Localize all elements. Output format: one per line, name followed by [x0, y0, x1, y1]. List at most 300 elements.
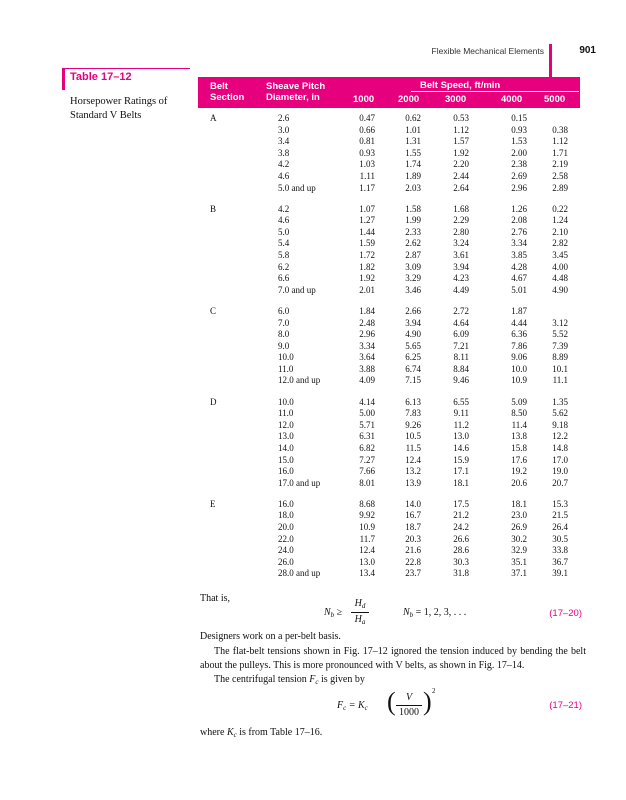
eq2-lhs [337, 700, 368, 711]
hp-value-cell: 5.65 [405, 340, 421, 351]
eq2-left-paren: ( [387, 687, 396, 716]
hp-value-cell: 2.33 [405, 226, 421, 237]
sheave-diameter-cell: 17.0 and up [278, 477, 321, 488]
eq1-tail-rest: = 1, 2, 3, . . . [413, 607, 467, 618]
hp-value-cell: 4.67 [511, 273, 527, 284]
hp-value-cell: 1.99 [405, 215, 421, 226]
hp-value-cell: 12.4 [359, 545, 375, 556]
hp-value-cell: 1.74 [405, 159, 421, 170]
belt-section-cell: A [210, 113, 217, 123]
table-row [198, 318, 580, 330]
caption-rule [62, 68, 190, 69]
hp-value-cell: 15.3 [552, 498, 568, 509]
hp-value-cell: 4.14 [359, 396, 375, 407]
hp-value-cell: 7.39 [552, 340, 568, 351]
running-title: Flexible Mechanical Elements [431, 46, 544, 56]
hp-value-cell: 21.2 [453, 510, 469, 521]
sheave-diameter-cell: 7.0 and up [278, 284, 316, 295]
hp-value-cell: 30.3 [453, 556, 469, 567]
sheave-diameter-cell: 28.0 and up [278, 568, 321, 579]
hp-value-cell: 1.57 [453, 136, 469, 147]
hp-value-cell: 10.1 [552, 363, 568, 374]
hp-value-cell: 36.7 [552, 556, 568, 567]
table-row [198, 285, 580, 297]
table-row [198, 408, 580, 420]
sheave-diameter-cell: 4.2 [278, 203, 290, 214]
table-row [198, 113, 580, 125]
hp-value-cell: 24.2 [453, 522, 469, 532]
hp-value-cell: 2.62 [405, 238, 421, 249]
hp-value-cell: 3.64 [359, 352, 375, 363]
eq2-lhs-var: F [337, 700, 344, 711]
hp-value-cell: 1.84 [359, 305, 375, 316]
hp-value-cell: 0.81 [359, 136, 375, 147]
hp-value-cell: 1.92 [453, 147, 469, 158]
hp-value-cell: 3.45 [552, 250, 568, 261]
para3-pre: The centrifugal tension [214, 674, 310, 685]
hp-value-cell: 32.9 [511, 545, 527, 556]
hp-value-cell: 4.48 [552, 273, 568, 284]
table-row [198, 159, 580, 171]
sheave-diameter-cell: 12.0 and up [278, 375, 321, 386]
sheave-diameter-cell: 3.8 [278, 147, 290, 158]
hp-value-cell: 6.31 [359, 431, 375, 442]
col-header-sheave [266, 81, 325, 103]
hp-value-cell: 2.08 [511, 215, 527, 226]
hp-value-cell: 11.7 [359, 533, 375, 544]
hp-value-cell: 13.8 [511, 431, 527, 442]
eq1-num-sub: d [361, 602, 366, 610]
table-row [198, 420, 580, 432]
eq2-right-paren: ) [423, 687, 432, 716]
table-row [198, 306, 580, 318]
sheave-diameter-cell: 20.0 [278, 522, 294, 532]
hp-value-cell: 19.2 [511, 466, 527, 477]
eq2-number: (17–21) [549, 700, 582, 711]
hp-value-cell: 2.96 [511, 182, 527, 193]
sheave-diameter-cell: 4.2 [278, 159, 290, 170]
hp-value-cell: 1.31 [405, 136, 421, 147]
para3-post: is given by [318, 674, 365, 685]
paragraph-2: The flat-belt tensions shown in Fig. 17–12 ignored the tension induced by bending the belt about the pulleys. This is more pronounced with V belts, as shown in Fig. 17–14. [200, 646, 586, 671]
eq1-fraction-bar [351, 612, 369, 613]
page-number: 901 [579, 45, 596, 56]
hp-value-cell: 9.06 [511, 352, 527, 363]
table-row [198, 250, 580, 262]
eq2-fraction-bar [396, 705, 422, 706]
hp-value-cell: 15.9 [453, 454, 469, 465]
hp-value-cell: 0.62 [405, 113, 421, 123]
hp-value-cell: 3.09 [405, 261, 421, 272]
hp-value-cell: 3.85 [511, 250, 527, 261]
table-row [198, 466, 580, 478]
sheave-diameter-cell: 5.0 [278, 226, 290, 237]
table-row [198, 136, 580, 148]
hp-value-cell: 6.82 [359, 442, 375, 453]
hp-value-cell: 3.94 [453, 261, 469, 272]
hp-value-cell: 8.50 [511, 408, 527, 419]
hp-value-cell: 2.89 [552, 182, 568, 193]
hp-value-cell: 1.68 [453, 203, 469, 214]
hp-value-cell: 1.58 [405, 203, 421, 214]
section-group [198, 204, 580, 297]
eq1-tail [403, 607, 466, 618]
hp-value-cell: 2.66 [405, 305, 421, 316]
hp-value-cell: 1.44 [359, 226, 375, 237]
hp-value-cell: 4.64 [453, 317, 469, 328]
sheave-diameter-cell: 10.0 [278, 352, 294, 363]
hp-value-cell: 2.03 [405, 182, 421, 193]
hp-value-cell: 3.29 [405, 273, 421, 284]
hp-value-cell: 4.00 [552, 261, 568, 272]
sheave-diameter-cell: 4.6 [278, 215, 290, 226]
hp-value-cell: 23.7 [405, 568, 421, 579]
hp-value-cell: 4.28 [511, 261, 527, 272]
para4-pre: where [200, 727, 227, 738]
hp-value-cell: 2.76 [511, 226, 527, 237]
hp-value-cell: 3.34 [511, 238, 527, 249]
table-row [198, 238, 580, 250]
hp-value-cell: 3.94 [405, 317, 421, 328]
hp-value-cell: 9.11 [453, 408, 469, 419]
sheave-diameter-cell: 16.0 [278, 498, 294, 509]
hp-value-cell: 21.5 [552, 510, 568, 521]
section-group [198, 113, 580, 194]
paragraph-4 [200, 726, 586, 740]
eq2-mid: = K [346, 700, 365, 711]
belt-section-cell: E [210, 498, 216, 509]
sheave-diameter-cell: 2.6 [278, 113, 290, 123]
paragraph-1: Designers work on a per-belt basis. [200, 631, 341, 642]
table-row [198, 148, 580, 160]
eq1-lhs-sub: b [330, 611, 335, 619]
caption-accent-bar [62, 68, 65, 90]
hp-value-cell: 7.15 [405, 375, 421, 386]
sheave-diameter-cell: 26.0 [278, 556, 294, 567]
hp-value-cell: 1.24 [552, 215, 568, 226]
hp-value-cell: 1.82 [359, 261, 375, 272]
hp-value-cell: 22.8 [405, 556, 421, 567]
hp-value-cell: 13.2 [405, 466, 421, 477]
hp-value-cell: 19.0 [552, 466, 568, 477]
hp-value-cell: 2.48 [359, 317, 375, 328]
eq1-tail-sub: b [409, 611, 414, 619]
eq2-exponent: 2 [432, 687, 436, 695]
hp-value-cell: 1.03 [359, 159, 375, 170]
col-header-2000: 2000 [398, 94, 420, 105]
para3-var: F [309, 674, 316, 685]
table-row [198, 455, 580, 467]
sheave-diameter-cell: 14.0 [278, 442, 294, 453]
col-header-speed: Belt Speed, ft/min [420, 80, 501, 91]
hp-value-cell: 8.11 [453, 352, 469, 363]
hp-value-cell: 6.74 [405, 363, 421, 374]
table-row [198, 443, 580, 455]
hp-value-cell: 1.55 [405, 147, 421, 158]
hp-value-cell: 5.09 [511, 396, 527, 407]
hp-value-cell: 2.10 [552, 226, 568, 237]
col-header-belt-line2: Section [210, 92, 245, 103]
hp-value-cell: 21.6 [405, 545, 421, 556]
col-header-5000: 5000 [544, 94, 566, 105]
sheave-diameter-cell: 5.4 [278, 238, 290, 249]
hp-value-cell: 4.49 [453, 284, 469, 295]
eq1-number: (17–20) [549, 608, 582, 619]
hp-value-cell: 30.2 [511, 533, 527, 544]
hp-value-cell: 10.9 [511, 375, 527, 386]
hp-value-cell: 2.58 [552, 170, 568, 181]
hp-value-cell: 4.23 [453, 273, 469, 284]
hp-value-cell: 2.01 [359, 284, 375, 295]
table-row [198, 478, 580, 490]
hp-value-cell: 11.4 [511, 419, 527, 430]
group-spacer [198, 194, 580, 204]
sheave-diameter-cell: 15.0 [278, 454, 294, 465]
hp-value-cell: 2.96 [359, 329, 375, 340]
hp-value-cell: 1.71 [552, 147, 568, 158]
col-header-3000: 3000 [445, 94, 467, 105]
table-row [198, 534, 580, 546]
hp-value-cell: 7.27 [359, 454, 375, 465]
sheave-diameter-cell: 13.0 [278, 431, 294, 442]
table-row [198, 352, 580, 364]
sheave-diameter-cell: 18.0 [278, 510, 294, 521]
hp-value-cell: 6.36 [511, 329, 527, 340]
table-row [198, 273, 580, 285]
hp-value-cell: 8.68 [359, 498, 375, 509]
hp-value-cell: 17.6 [511, 454, 527, 465]
hp-value-cell: 10.5 [405, 431, 421, 442]
hp-value-cell: 11.5 [405, 442, 421, 453]
hp-value-cell: 35.1 [511, 556, 527, 567]
hp-value-cell: 26.4 [552, 522, 568, 532]
sheave-diameter-cell: 24.0 [278, 545, 294, 556]
hp-value-cell: 2.87 [405, 250, 421, 261]
hp-value-cell: 11.2 [453, 419, 469, 430]
hp-value-cell: 0.93 [511, 124, 527, 135]
hp-value-cell: 12.4 [405, 454, 421, 465]
hp-value-cell: 2.29 [453, 215, 469, 226]
hp-value-cell: 8.89 [552, 352, 568, 363]
hp-value-cell: 1.27 [359, 215, 375, 226]
table-row [198, 125, 580, 137]
table-row [198, 375, 580, 387]
hp-value-cell: 7.83 [405, 408, 421, 419]
hp-value-cell: 2.64 [453, 182, 469, 193]
para4-post: is from Table 17–16. [236, 727, 323, 738]
hp-value-cell: 17.0 [552, 454, 568, 465]
table-body [198, 113, 580, 580]
sheave-diameter-cell: 9.0 [278, 340, 290, 351]
hp-value-cell: 6.55 [453, 396, 469, 407]
group-spacer [198, 489, 580, 499]
sheave-diameter-cell: 8.0 [278, 329, 290, 340]
col-header-belt [210, 81, 244, 103]
table-row [198, 545, 580, 557]
hp-value-cell: 7.21 [453, 340, 469, 351]
hp-value-cell: 26.6 [453, 533, 469, 544]
hp-value-cell: 5.71 [359, 419, 375, 430]
table-row [198, 499, 580, 511]
sheave-diameter-cell: 12.0 [278, 419, 294, 430]
table-row [198, 262, 580, 274]
belt-section-cell: B [210, 203, 217, 214]
hp-value-cell: 5.01 [511, 284, 527, 295]
hp-value-cell: 37.1 [511, 568, 527, 579]
hp-value-cell: 18.7 [405, 522, 421, 532]
hp-value-cell: 1.12 [552, 136, 568, 147]
hp-value-cell: 0.53 [453, 113, 469, 123]
hp-value-cell: 31.8 [453, 568, 469, 579]
col-header-1000: 1000 [353, 94, 375, 105]
hp-value-cell: 3.12 [552, 317, 568, 328]
hp-value-cell: 13.4 [359, 568, 375, 579]
sheave-diameter-cell: 5.8 [278, 250, 290, 261]
hp-value-cell: 13.0 [359, 556, 375, 567]
hp-value-cell: 1.35 [552, 396, 568, 407]
hp-value-cell: 1.11 [359, 170, 375, 181]
section-group [198, 306, 580, 387]
hp-value-cell: 13.0 [453, 431, 469, 442]
eq1-denominator [351, 614, 369, 625]
table-row [198, 431, 580, 443]
table-row [198, 183, 580, 195]
hp-value-cell: 3.88 [359, 363, 375, 374]
section-group [198, 397, 580, 490]
hp-value-cell: 3.24 [453, 238, 469, 249]
eq2-numerator: V [405, 692, 413, 703]
table-label: Table 17–12 [70, 71, 132, 83]
hp-value-cell: 2.20 [453, 159, 469, 170]
hp-value-cell: 17.1 [453, 466, 469, 477]
hp-value-cell: 5.62 [552, 408, 568, 419]
hp-value-cell: 20.6 [511, 477, 527, 488]
table-row [198, 568, 580, 580]
hp-value-cell: 2.38 [511, 159, 527, 170]
hp-value-cell: 1.72 [359, 250, 375, 261]
hp-value-cell: 4.90 [405, 329, 421, 340]
col-header-sheave-line1: Sheave Pitch [266, 81, 326, 92]
paragraph-3 [214, 673, 600, 687]
hp-value-cell: 6.13 [405, 396, 421, 407]
eq1-numerator [351, 598, 369, 609]
para3-sub: c [315, 678, 319, 686]
col-header-belt-line1: Belt [210, 81, 228, 92]
hp-value-cell: 9.18 [552, 419, 568, 430]
hp-value-cell: 1.26 [511, 203, 527, 214]
hp-value-cell: 0.47 [359, 113, 375, 123]
eq2-lhs-sub: c [343, 704, 347, 712]
sheave-diameter-cell: 6.2 [278, 261, 290, 272]
hp-value-cell: 14.6 [453, 442, 469, 453]
table-row [198, 364, 580, 376]
hp-value-cell: 9.92 [359, 510, 375, 521]
hp-value-cell: 1.53 [511, 136, 527, 147]
hp-value-cell: 1.87 [511, 305, 527, 316]
hp-value-cell: 12.2 [552, 431, 568, 442]
eq1-lhs [324, 607, 342, 618]
eq1-den-var: H [354, 614, 362, 625]
sheave-diameter-cell: 7.0 [278, 317, 290, 328]
hp-value-cell: 9.46 [453, 375, 469, 386]
table-row [198, 341, 580, 353]
table-row [198, 215, 580, 227]
hp-value-cell: 10.0 [511, 363, 527, 374]
col-header-speed-rule [411, 91, 579, 92]
hp-value-cell: 4.44 [511, 317, 527, 328]
hp-value-cell: 8.84 [453, 363, 469, 374]
table-row [198, 227, 580, 239]
hp-value-cell: 6.09 [453, 329, 469, 340]
hp-value-cell: 2.72 [453, 305, 469, 316]
table-row [198, 522, 580, 534]
hp-value-cell: 5.52 [552, 329, 568, 340]
hp-value-cell: 39.1 [552, 568, 568, 579]
eq1-den-sub: a [361, 618, 366, 626]
hp-value-cell: 2.44 [453, 170, 469, 181]
hp-value-cell: 16.7 [405, 510, 421, 521]
hp-value-cell: 13.9 [405, 477, 421, 488]
hp-value-cell: 7.86 [511, 340, 527, 351]
hp-value-cell: 14.0 [405, 498, 421, 509]
hp-value-cell: 1.59 [359, 238, 375, 249]
belt-section-cell: D [210, 396, 217, 407]
hp-value-cell: 2.82 [552, 238, 568, 249]
hp-value-cell: 2.19 [552, 159, 568, 170]
sheave-diameter-cell: 16.0 [278, 466, 294, 477]
sheave-diameter-cell: 4.6 [278, 170, 290, 181]
hp-value-cell: 5.00 [359, 408, 375, 419]
table-row [198, 557, 580, 569]
hp-value-cell: 1.17 [359, 182, 375, 193]
sheave-diameter-cell: 22.0 [278, 533, 294, 544]
hp-value-cell: 0.93 [359, 147, 375, 158]
sheave-diameter-cell: 3.4 [278, 136, 290, 147]
group-spacer [198, 387, 580, 397]
sheave-diameter-cell: 3.0 [278, 124, 290, 135]
sheave-diameter-cell: 10.0 [278, 396, 294, 407]
sheave-diameter-cell: 11.0 [278, 408, 294, 419]
hp-value-cell: 2.00 [511, 147, 527, 158]
sheave-diameter-cell: 11.0 [278, 363, 294, 374]
eq1-tail-var: N [403, 607, 410, 618]
eq1-relation: ≥ [336, 607, 343, 618]
para4-sub: c [233, 731, 237, 739]
para4-var: K [226, 727, 234, 738]
running-head [0, 44, 626, 64]
hp-value-cell: 30.5 [552, 533, 568, 544]
hp-value-cell: 11.1 [552, 375, 568, 386]
table-header [198, 77, 580, 108]
table-row [198, 204, 580, 216]
col-header-sheave-line2: Diameter, in [266, 92, 320, 103]
hp-value-cell: 4.09 [359, 375, 375, 386]
table-row [198, 171, 580, 183]
hp-value-cell: 1.12 [453, 124, 469, 135]
hp-value-cell: 1.07 [359, 203, 375, 214]
belt-section-cell: C [210, 305, 217, 316]
sheave-diameter-cell: 6.6 [278, 273, 290, 284]
hp-value-cell: 2.80 [453, 226, 469, 237]
hp-value-cell: 10.9 [359, 522, 375, 532]
hp-value-cell: 18.1 [453, 477, 469, 488]
hp-value-cell: 3.46 [405, 284, 421, 295]
hp-value-cell: 17.5 [453, 498, 469, 509]
table-caption: Horsepower Ratings of Standard V Belts [70, 96, 168, 121]
hp-value-cell: 9.26 [405, 419, 421, 430]
hp-value-cell: 0.38 [552, 124, 568, 135]
hp-value-cell: 20.3 [405, 533, 421, 544]
